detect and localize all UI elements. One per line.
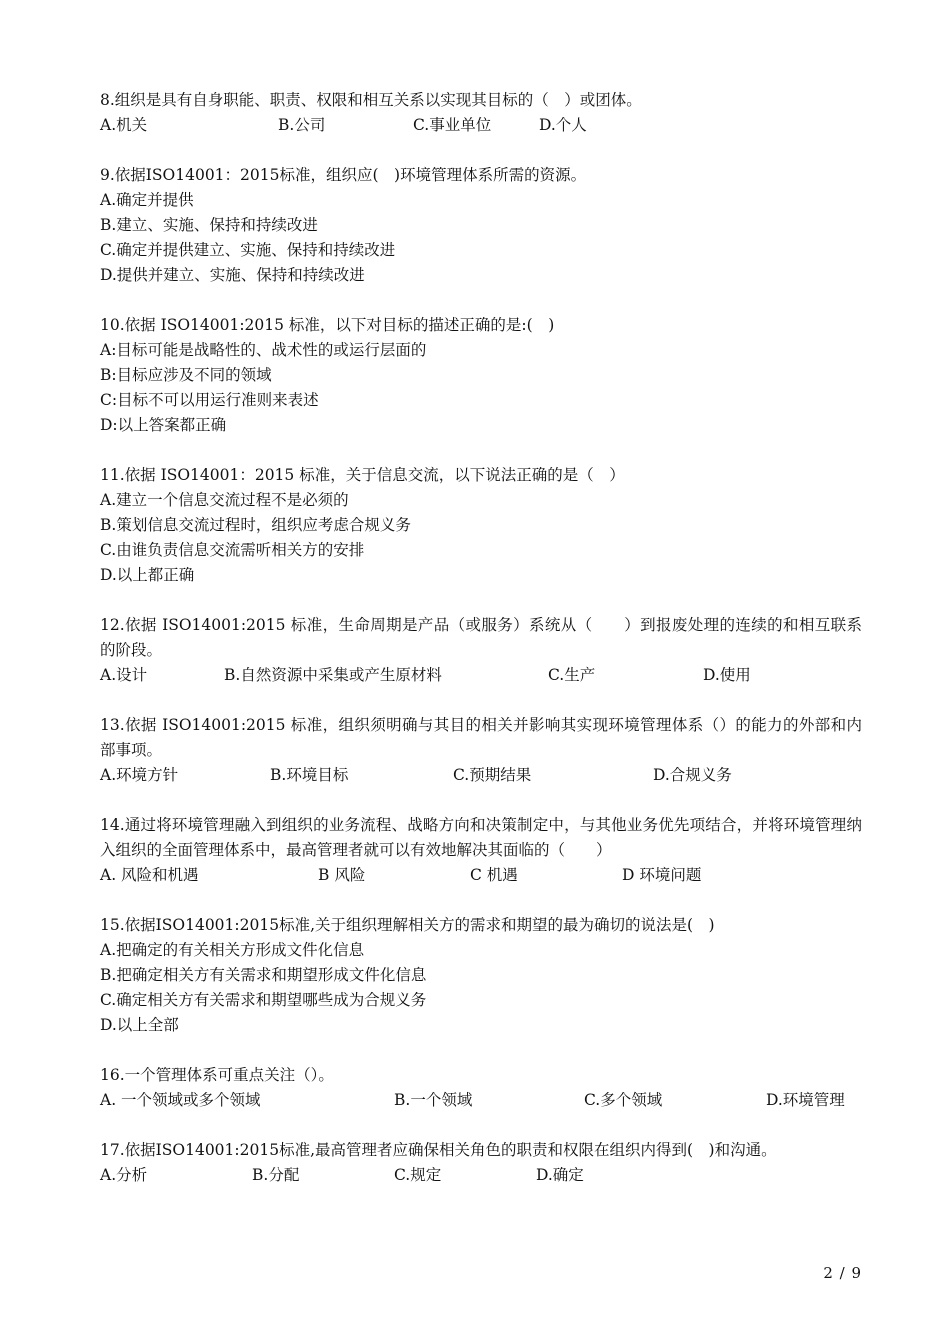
option-a: A:目标可能是战略性的、战术性的或运行层面的	[100, 341, 427, 359]
question-16	[100, 1063, 862, 1113]
question-stem: 15.依据ISO14001:2015标准,关于组织理解相关方的需求和期望的最为确切的说法是( )	[100, 916, 715, 934]
option-b: B.把确定相关方有关需求和期望形成文件化信息	[100, 966, 427, 984]
option-d: D.以上都正确	[100, 566, 195, 584]
page-number: 2 / 9	[823, 1264, 862, 1282]
option-c: C:目标不可以用运行准则来表述	[100, 391, 319, 409]
option-c: C.生产	[548, 666, 596, 684]
question-stem: 9.依据ISO14001：2015标准，组织应( )环境管理体系所需的资源。	[100, 166, 587, 184]
question-9	[100, 163, 862, 288]
options-row	[100, 1163, 862, 1188]
question-17	[100, 1138, 862, 1188]
option-d: D.合规义务	[653, 766, 732, 784]
question-stem: 17.依据ISO14001:2015标准,最高管理者应确保相关角色的职责和权限在组织内得到( )和沟通。	[100, 1141, 777, 1159]
question-12	[100, 613, 862, 688]
document-page	[100, 88, 862, 1188]
option-d: D.环境管理	[766, 1091, 845, 1109]
options-row	[100, 1088, 862, 1113]
question-stem: 13.依据 ISO14001:2015 标准，组织须明确与其目的相关并影响其实现环境管理体系（）的能力的外部和内部事项。	[100, 716, 862, 759]
option-b: B 风险	[318, 866, 366, 884]
question-stem: 14.通过将环境管理融入到组织的业务流程、战略方向和决策制定中，与其他业务优先项结合，并将环境管理纳入组织的全面管理体系中，最高管理者就可以有效地解决其面临的（ ）	[100, 816, 862, 859]
option-d: D.使用	[703, 666, 751, 684]
option-a: A.设计	[100, 666, 148, 684]
option-d: D:以上答案都正确	[100, 416, 227, 434]
option-c: C.事业单位	[413, 116, 492, 134]
option-d: D.提供并建立、实施、保持和持续改进	[100, 266, 365, 284]
option-c: C.规定	[394, 1166, 442, 1184]
option-b: B.建立、实施、保持和持续改进	[100, 216, 318, 234]
question-15	[100, 913, 862, 1038]
option-a: A.建立一个信息交流过程不是必须的	[100, 491, 349, 509]
option-a: A.把确定的有关相关方形成文件化信息	[100, 941, 365, 959]
question-13	[100, 713, 862, 788]
option-b: B.环境目标	[270, 766, 349, 784]
question-stem: 11.依据 ISO14001：2015 标准，关于信息交流，以下说法正确的是（ ）	[100, 466, 625, 484]
option-b: B:目标应涉及不同的领域	[100, 366, 272, 384]
option-c: C.预期结果	[453, 766, 532, 784]
question-14	[100, 813, 862, 888]
options-row	[100, 663, 862, 688]
question-stem: 12.依据 ISO14001:2015 标准，生命周期是产品（或服务）系统从（ ）到报废处理的连续的和相互联系的阶段。	[100, 616, 862, 659]
option-a: A.机关	[100, 116, 148, 134]
option-c: C 机遇	[470, 866, 518, 884]
question-8	[100, 88, 862, 138]
option-b: B.公司	[278, 116, 326, 134]
question-stem: 16.一个管理体系可重点关注（）。	[100, 1066, 334, 1084]
question-10	[100, 313, 862, 438]
option-c: C.由谁负责信息交流需听相关方的安排	[100, 541, 365, 559]
option-c: C.确定相关方有关需求和期望哪些成为合规义务	[100, 991, 427, 1009]
option-b: B.自然资源中采集或产生原材料	[224, 666, 442, 684]
question-stem: 10.依据 ISO14001:2015 标准，以下对目标的描述正确的是:( )	[100, 316, 555, 334]
option-a: A. 风险和机遇	[100, 866, 199, 884]
option-c: C.多个领域	[584, 1091, 663, 1109]
option-d: D.确定	[536, 1166, 584, 1184]
option-b: B.策划信息交流过程时，组织应考虑合规义务	[100, 516, 411, 534]
option-a: A.确定并提供	[100, 191, 194, 209]
option-d: D 环境问题	[622, 866, 702, 884]
option-b: B.一个领域	[394, 1091, 473, 1109]
options-row	[100, 763, 862, 788]
option-a: A.分析	[100, 1166, 148, 1184]
question-stem: 8.组织是具有自身职能、职责、权限和相互关系以实现其目标的（ ）或团体。	[100, 91, 642, 109]
option-c: C.确定并提供建立、实施、保持和持续改进	[100, 241, 396, 259]
option-a: A.环境方针	[100, 766, 179, 784]
option-d: D.以上全部	[100, 1016, 179, 1034]
option-d: D.个人	[539, 116, 587, 134]
options-row	[100, 863, 862, 888]
option-b: B.分配	[252, 1166, 300, 1184]
option-a: A. 一个领域或多个领域	[100, 1091, 261, 1109]
options-row	[100, 113, 862, 138]
question-11	[100, 463, 862, 588]
